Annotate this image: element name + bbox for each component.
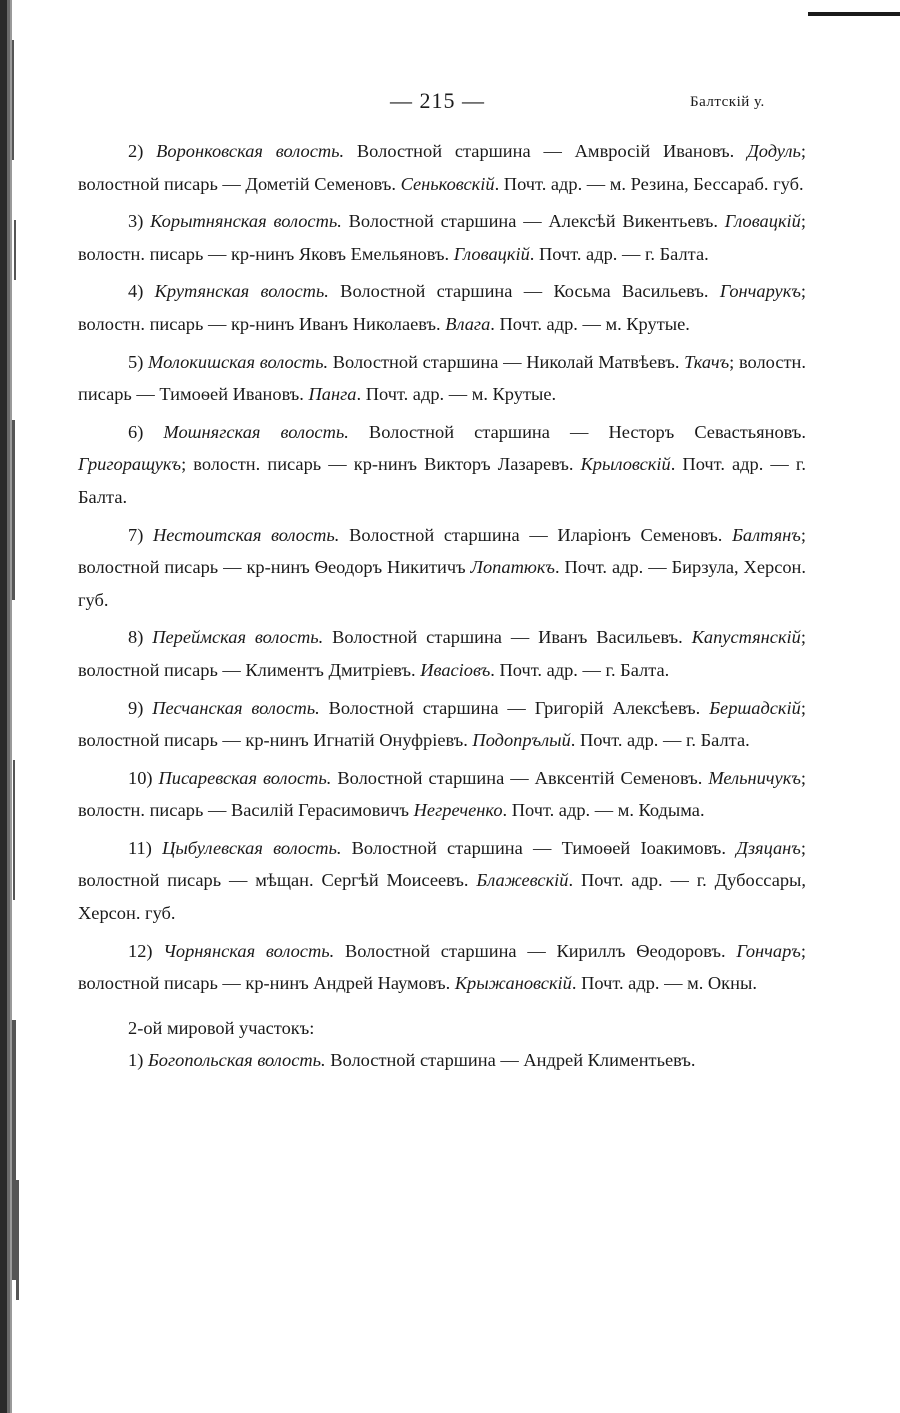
clerk-surname: Блажевскій: [476, 870, 569, 891]
page-header: [0, 88, 900, 124]
entry-text: ; волостной писарь — кр-нинъ Андрей Наумовъ.: [78, 940, 806, 994]
volost-name: Переймская волость.: [152, 627, 324, 648]
page-edge-shadow: [0, 0, 26, 1413]
postal-address: . Почт. адр. — г. Балта.: [490, 659, 670, 680]
clerk-surname: Негреченко: [413, 800, 503, 821]
volost-name: Мошнягская волость.: [163, 421, 349, 442]
postal-address: . Почт. адр. — г. Балта.: [529, 243, 709, 264]
entry-paragraph: [78, 346, 806, 411]
page-edge-top-mark: [808, 0, 900, 24]
postal-address: . Почт. адр. — м. Кодыма.: [502, 800, 705, 821]
running-head: Балтскій у.: [690, 94, 765, 110]
entry-text: Волостной старшина — Кириллъ Ѳеодоровъ.: [334, 940, 737, 961]
elder-surname: Мельничукъ: [708, 767, 801, 788]
entry-paragraph: [78, 935, 806, 1000]
postal-address: . Почт. адр. — м. Крутые.: [356, 384, 557, 405]
postal-address: . Почт. адр. — м. Резина, Бессараб. губ.: [494, 173, 804, 194]
entry-text: Волостной старшина — Авксентій Семеновъ.: [331, 767, 709, 788]
volost-name: Песчанская волость.: [152, 697, 320, 718]
elder-surname: Гловацкій: [724, 211, 801, 232]
entry-number: 3): [128, 211, 144, 232]
entry-paragraph: [78, 762, 806, 827]
clerk-surname: Панга: [308, 384, 357, 405]
entry-number: 11): [128, 837, 152, 858]
postal-address: . Почт. адр. — м. Крутые.: [490, 313, 690, 334]
volost-name: Молокишская волость.: [148, 351, 329, 372]
volost-name: Крутянская волость.: [154, 281, 329, 302]
volost-name: Воронковская волость.: [156, 141, 345, 161]
postal-address: . Почт. адр. — г. Балта.: [78, 454, 806, 507]
entry-number: 7): [128, 524, 144, 545]
entry-text: ; волостной писарь — кр-нинъ Ѳеодоръ Никитичъ: [78, 524, 806, 578]
clerk-surname: Подопрълый: [472, 730, 571, 751]
volost-name: Богопольская волость.: [147, 1050, 326, 1071]
entry-text: ; волостной писарь — Климентъ Дмитріевъ.: [78, 627, 806, 680]
entry-number: 9): [128, 697, 144, 718]
entry-paragraph: [78, 1044, 806, 1077]
postal-address: . Почт. адр. — Бирзула, Херсон. губ.: [78, 557, 806, 610]
entry-number: 8): [128, 627, 144, 648]
clerk-surname: Сеньковскій: [400, 173, 495, 194]
elder-surname: Додуль: [747, 141, 801, 161]
elder-surname: Гончарукъ: [719, 281, 801, 302]
entry-text: ; волостной писарь — мѣщан. Сергѣй Моисеевъ.: [78, 837, 806, 891]
clerk-surname: Гловацкій: [453, 243, 530, 264]
entry-paragraph: [78, 621, 806, 686]
volost-name: Чорнянская волость.: [163, 940, 335, 961]
elder-surname: Григоращукъ: [78, 454, 182, 475]
entry-paragraph: [78, 416, 806, 514]
text-body: [78, 135, 806, 1082]
entry-number: 10): [128, 767, 153, 788]
elder-surname: Балтянъ: [732, 524, 801, 545]
entry-text: ; волостн. писарь — Тимоѳей Ивановъ.: [78, 351, 806, 405]
entry-paragraph: [78, 205, 806, 270]
entry-text: Волостной старшина — Иларіонъ Семеновъ.: [339, 524, 733, 545]
entry-text: ; волостн. писарь — кр-нинъ Иванъ Николаевъ.: [78, 281, 806, 334]
clerk-surname: Крыловскій: [580, 454, 671, 475]
volost-name: Нестоитская волость.: [153, 524, 340, 545]
entry-paragraph: [78, 692, 806, 757]
clerk-surname: Крыжановскій: [454, 973, 572, 994]
entry-number: 5): [128, 351, 144, 372]
postal-address: . Почт. адр. — г. Дубоссары, Херсон. губ.: [78, 870, 807, 924]
entry-text: Волостной старшина — Николай Матвѣевъ.: [328, 351, 685, 372]
volost-name: Корытнянская волость.: [150, 211, 342, 232]
postal-address: . Почт. адр. — г. Балта.: [570, 730, 750, 751]
entry-text: ; волостн. писарь — Василій Герасимовичъ: [78, 767, 806, 821]
entry-number: 4): [128, 281, 144, 302]
elder-surname: Ткачъ: [684, 351, 730, 372]
entry-paragraph: [78, 832, 806, 930]
postal-address: . Почт. адр. — м. Окны.: [571, 973, 757, 994]
entry-text: Волостной старшина — Несторъ Севастьяновъ.: [348, 421, 806, 442]
entry-paragraph: [78, 275, 806, 340]
clerk-surname: Лопатюкъ: [470, 557, 555, 578]
entry-text: Волостной старшина — Амвросій Ивановъ.: [344, 141, 748, 161]
elder-surname: Гончаръ: [736, 940, 801, 961]
entry-text: ; волостной писарь — Дометій Семеновъ.: [78, 141, 806, 194]
volost-name: Цыбулевская волость.: [162, 837, 342, 858]
entry-text: Волостной старшина — Косьма Васильевъ.: [328, 281, 720, 302]
page-number: — 215 —: [390, 88, 485, 113]
entry-number: 1): [128, 1050, 144, 1071]
entry-text: Волостной старшина — Григорій Алексѣевъ.: [319, 697, 710, 718]
entry-text: ; волостн. писарь — кр-нинъ Яковъ Емельяновъ.: [78, 211, 806, 264]
entry-paragraph: [78, 519, 806, 617]
entry-paragraph: [78, 135, 806, 200]
elder-surname: Капустянскій: [691, 627, 801, 648]
elder-surname: Дзяцанъ: [736, 837, 801, 858]
elder-surname: Бершадскій: [709, 697, 801, 718]
entry-text: Волостной старшина — Алексѣй Викентьевъ.: [341, 211, 725, 232]
entry-text: ; волостной писарь — кр-нинъ Игнатій Онуфріевъ.: [78, 697, 806, 751]
entry-text: Волостной старшина — Андрей Климентьевъ.: [325, 1050, 696, 1071]
entry-text: Волостной старшина — Иванъ Васильевъ.: [323, 627, 692, 648]
section-title: 2-ой мировой участокъ:: [128, 1017, 315, 1038]
clerk-surname: Иваcioвъ: [420, 659, 491, 680]
clerk-surname: Влага: [445, 313, 491, 334]
entry-text: Волостной старшина — Тимоѳей Іоакимовъ.: [341, 837, 737, 858]
entry-number: 12): [128, 940, 153, 961]
volost-name: Писаревская волость.: [158, 767, 332, 788]
entry-number: 2): [128, 141, 144, 161]
entry-number: 6): [128, 421, 144, 442]
entry-text: ; волостн. писарь — кр-нинъ Викторъ Лазаревъ.: [181, 454, 581, 475]
